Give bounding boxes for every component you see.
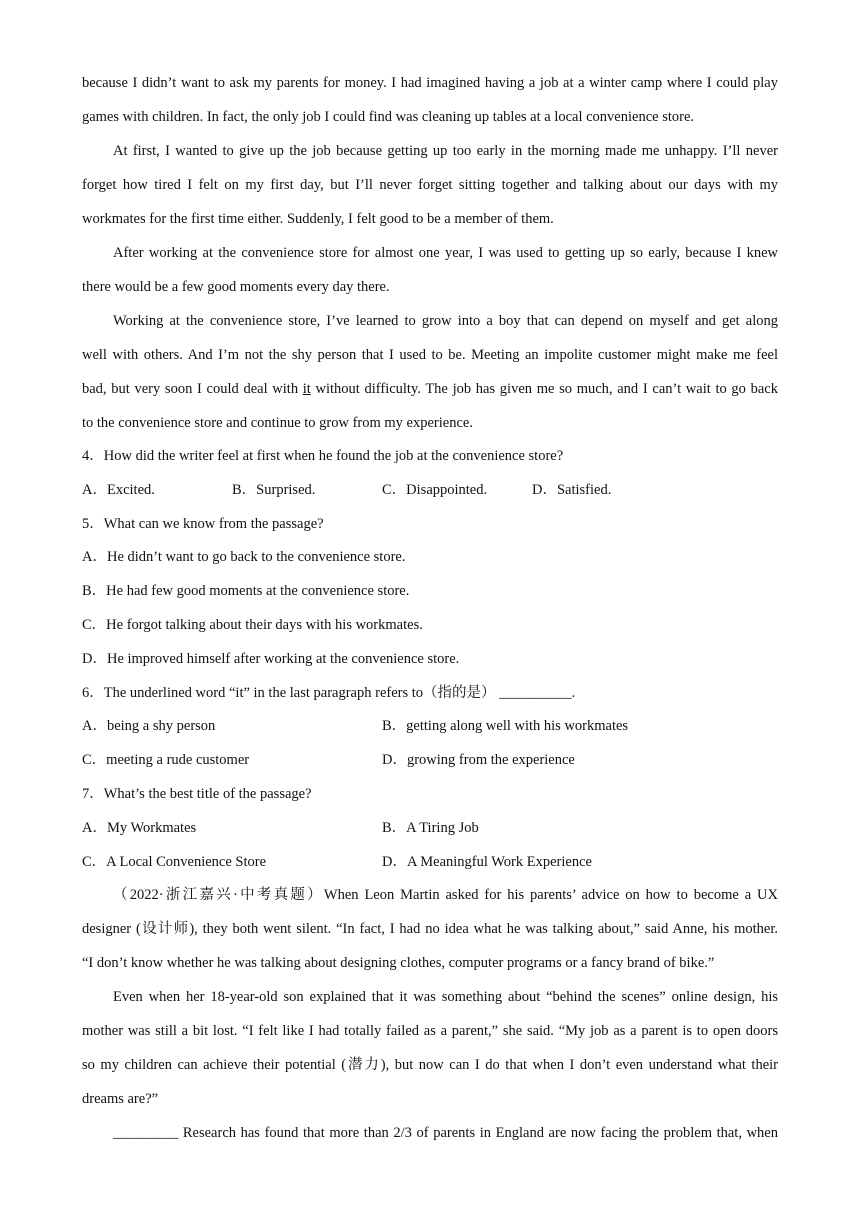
q4-option-b: B．Surprised. <box>232 482 316 498</box>
q7-option-b: B．A Tiring Job <box>382 820 479 836</box>
question-7: 7．What’s the best title of the passage? <box>82 786 312 802</box>
question-6: 6．The underlined word “it” in the last paragraph refers to（指的是） __________. <box>82 685 576 701</box>
q6-option-c: C．meeting a rude customer <box>82 752 250 768</box>
q5-option-c: C．He forgot talking about their days with his workmates. <box>82 617 423 633</box>
q4-option-d: D．Satisfied. <box>532 482 612 498</box>
question-5: 5．What can we know from the passage? <box>82 516 324 532</box>
passage1-line: workmates for the first time either. Suddenly, I felt good to be a member of them. <box>82 211 554 227</box>
passage2-line: （2022·浙江嘉兴·中考真题）When Leon Martin asked for his parents’ advice on how to become a UX <box>113 887 778 903</box>
q4-option-c: C．Disappointed. <box>382 482 488 498</box>
passage1-line: At first, I wanted to give up the job because getting up too early in the morning made me unhappy. I’ll never <box>113 143 778 159</box>
q4-option-a: A．Excited. <box>82 482 155 498</box>
q7-option-a: A．My Workmates <box>82 820 197 836</box>
passage2-line: so my children can achieve their potential (潜力), but now can I do that when I don’t even understand what their <box>82 1057 778 1073</box>
passage1-line: well with others. And I’m not the shy person that I used to be. Meeting an impolite customer might make me feel <box>82 347 778 363</box>
passage1-line: forget how tired I felt on my first day, but I’ll never forget sitting together and talking about our days with my <box>82 177 778 193</box>
passage2-line: designer (设计师), they both went silent. “In fact, I had no idea what he was talking about,” said Anne, his mother. <box>82 921 778 937</box>
q6-option-b: B．getting along well with his workmates <box>382 718 629 734</box>
passage1-text: bad, but very soon I could deal with <box>82 381 303 397</box>
passage1-line <box>82 379 778 399</box>
passage2-line: “I don’t know whether he was talking about designing clothes, computer programs or a fancy brand of bike.” <box>82 955 715 971</box>
q5-option-b: B．He had few good moments at the convenience store. <box>82 583 410 599</box>
question-4: 4．How did the writer feel at first when he found the job at the convenience store? <box>82 448 564 464</box>
passage1-line: Working at the convenience store, I’ve learned to grow into a boy that can depend on myself and get along <box>113 313 778 329</box>
q7-option-c: C．A Local Convenience Store <box>82 854 267 870</box>
q6-option-a: A．being a shy person <box>82 718 216 734</box>
passage2-line: dreams are?” <box>82 1091 159 1107</box>
passage2-line: Even when her 18-year-old son explained that it was something about “behind the scenes” online design, his <box>113 989 778 1005</box>
q6-option-d: D．growing from the experience <box>382 752 575 768</box>
passage1-text: without difficulty. The job has given me so much, and I can’t wait to go back <box>310 381 778 397</box>
q5-option-d: D．He improved himself after working at the convenience store. <box>82 651 460 667</box>
passage1-line: to the convenience store and continue to grow from my experience. <box>82 415 473 431</box>
passage2-line: _________ Research has found that more than 2/3 of parents in England are now facing the problem that, when <box>113 1125 778 1141</box>
passage1-line: After working at the convenience store for almost one year, I was used to getting up so early, because I knew <box>113 245 778 261</box>
passage1-line: because I didn’t want to ask my parents for money. I had imagined having a job at a winter camp where I could play <box>82 75 778 91</box>
underlined-word: it <box>302 381 311 397</box>
passage1-line: there would be a few good moments every day there. <box>82 279 390 295</box>
q7-option-d: D．A Meaningful Work Experience <box>382 854 592 870</box>
passage1-line: games with children. In fact, the only job I could find was cleaning up tables at a local convenience store. <box>82 109 695 125</box>
passage2-line: mother was still a bit lost. “I felt like I had totally failed as a parent,” she said. “My job as a parent is to open doors <box>82 1023 778 1039</box>
q5-option-a: A．He didn’t want to go back to the convenience store. <box>82 549 406 565</box>
